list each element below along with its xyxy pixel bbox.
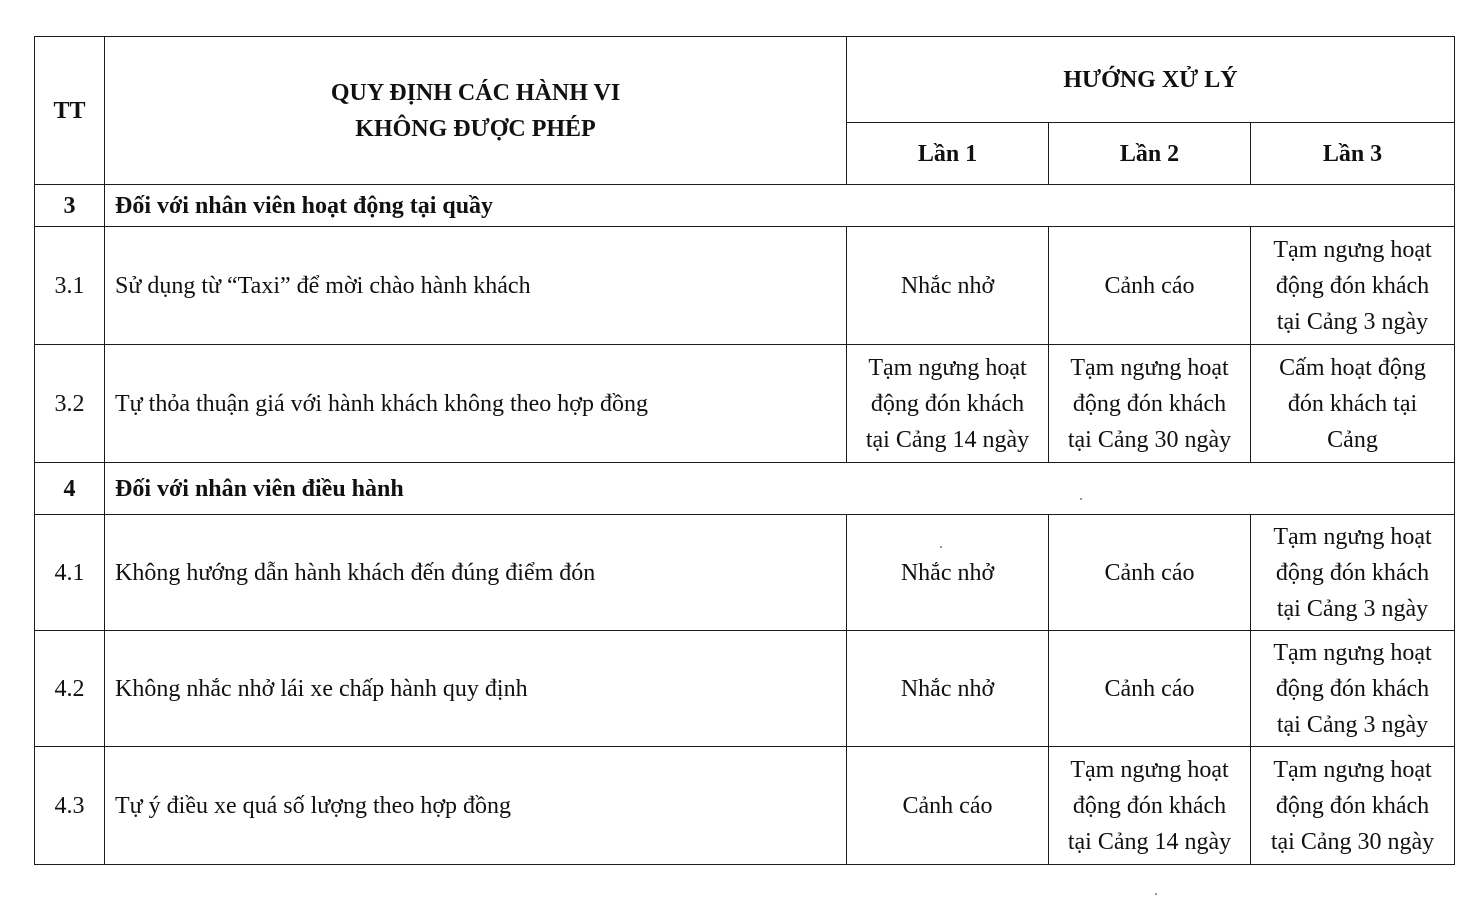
regulation-table bbox=[34, 36, 1455, 865]
header-rule-line2: KHÔNG ĐƯỢC PHÉP bbox=[355, 115, 596, 142]
row-rule: Không nhắc nhở lái xe chấp hành quy định bbox=[105, 631, 847, 747]
section-title: Đối với nhân viên điều hành bbox=[105, 463, 1455, 515]
row-lan3-line: động đón khách bbox=[1275, 675, 1430, 702]
row-lan3-line: đón khách tại bbox=[1287, 390, 1418, 417]
row-lan2-line: Tạm ngưng hoạt bbox=[1070, 354, 1229, 381]
table-row bbox=[35, 345, 1455, 463]
regulation-table-container bbox=[34, 36, 1455, 865]
row-lan3 bbox=[1251, 515, 1455, 631]
row-lan2: Cảnh cáo bbox=[1049, 631, 1251, 747]
row-lan3-line: động đón khách bbox=[1275, 272, 1430, 299]
row-rule: Sử dụng từ “Taxi” để mời chào hành khách bbox=[105, 227, 847, 345]
row-tt: 4.1 bbox=[35, 515, 105, 631]
row-lan3-line: Tạm ngưng hoạt bbox=[1273, 236, 1432, 263]
row-lan2-line: động đón khách bbox=[1072, 792, 1227, 819]
row-lan3-line: Tạm ngưng hoạt bbox=[1273, 523, 1432, 550]
header-lan1: Lần 1 bbox=[847, 123, 1049, 185]
header-lan2: Lần 2 bbox=[1049, 123, 1251, 185]
section-row bbox=[35, 463, 1455, 515]
row-tt: 3.1 bbox=[35, 227, 105, 345]
row-lan2 bbox=[1049, 345, 1251, 463]
header-tt: TT bbox=[35, 37, 105, 185]
row-lan2-line: tại Cảng 14 ngày bbox=[1067, 828, 1232, 855]
table-row bbox=[35, 515, 1455, 631]
row-lan3-line: Cấm hoạt động bbox=[1279, 354, 1426, 381]
row-lan3 bbox=[1251, 747, 1455, 865]
row-lan1: Nhắc nhở bbox=[847, 227, 1049, 345]
row-lan1: Nhắc nhở bbox=[847, 515, 1049, 631]
row-lan3 bbox=[1251, 345, 1455, 463]
section-title: Đối với nhân viên hoạt động tại quầy bbox=[105, 185, 1455, 227]
row-lan2: Cảnh cáo bbox=[1049, 515, 1251, 631]
row-rule: Không hướng dẫn hành khách đến đúng điểm đón bbox=[105, 515, 847, 631]
row-tt: 4.3 bbox=[35, 747, 105, 865]
scan-speck bbox=[1080, 498, 1082, 500]
header-lan3: Lần 3 bbox=[1251, 123, 1455, 185]
row-tt: 4.2 bbox=[35, 631, 105, 747]
row-lan3-line: tại Cảng 3 ngày bbox=[1276, 308, 1429, 335]
row-lan3 bbox=[1251, 631, 1455, 747]
row-lan3-line: tại Cảng 3 ngày bbox=[1276, 595, 1429, 622]
section-number: 3 bbox=[35, 185, 105, 227]
row-lan1: Nhắc nhở bbox=[847, 631, 1049, 747]
header-rule bbox=[105, 37, 847, 185]
row-lan3-line: tại Cảng 30 ngày bbox=[1270, 828, 1435, 855]
row-lan1 bbox=[847, 345, 1049, 463]
row-lan1-line: động đón khách bbox=[870, 390, 1025, 417]
row-lan2-line: tại Cảng 30 ngày bbox=[1067, 426, 1232, 453]
header-action: HƯỚNG XỬ LÝ bbox=[847, 37, 1455, 123]
section-number: 4 bbox=[35, 463, 105, 515]
row-lan1-line: Tạm ngưng hoạt bbox=[868, 354, 1027, 381]
header-rule-line1: QUY ĐỊNH CÁC HÀNH VI bbox=[330, 79, 621, 106]
scan-speck bbox=[940, 546, 942, 548]
row-lan2-line: động đón khách bbox=[1072, 390, 1227, 417]
row-lan3-line: Tạm ngưng hoạt bbox=[1273, 756, 1432, 783]
table-row bbox=[35, 631, 1455, 747]
row-lan3-line: động đón khách bbox=[1275, 559, 1430, 586]
row-lan1-line: tại Cảng 14 ngày bbox=[865, 426, 1030, 453]
row-lan3-line: động đón khách bbox=[1275, 792, 1430, 819]
section-row bbox=[35, 185, 1455, 227]
row-lan3-line: tại Cảng 3 ngày bbox=[1276, 711, 1429, 738]
scan-speck bbox=[1155, 893, 1157, 895]
row-rule: Tự thỏa thuận giá với hành khách không theo hợp đồng bbox=[105, 345, 847, 463]
row-lan2: Cảnh cáo bbox=[1049, 227, 1251, 345]
row-lan3-line: Cảng bbox=[1327, 426, 1378, 453]
row-lan2-line: Tạm ngưng hoạt bbox=[1070, 756, 1229, 783]
table-row bbox=[35, 747, 1455, 865]
row-lan2 bbox=[1049, 747, 1251, 865]
table-row bbox=[35, 227, 1455, 345]
row-lan1: Cảnh cáo bbox=[847, 747, 1049, 865]
row-lan3-line: Tạm ngưng hoạt bbox=[1273, 639, 1432, 666]
row-rule: Tự ý điều xe quá số lượng theo hợp đồng bbox=[105, 747, 847, 865]
row-tt: 3.2 bbox=[35, 345, 105, 463]
row-lan3 bbox=[1251, 227, 1455, 345]
